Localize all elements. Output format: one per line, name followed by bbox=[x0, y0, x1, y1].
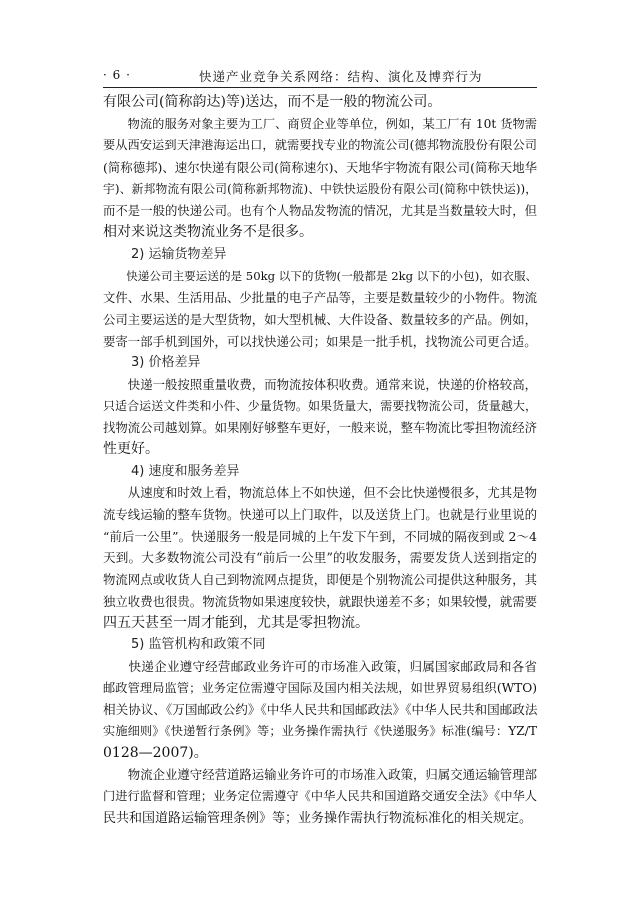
section-subheading: 3) 价格差异 bbox=[131, 355, 201, 371]
section-subheading: 4) 速度和服务差异 bbox=[131, 463, 240, 479]
text-line: 快递企业遵守经营邮政业务许可的市场准入政策，归属国家邮政局和各省 bbox=[103, 658, 537, 674]
running-title: 快递产业竞争关系网络：结构、演化及博弈行为 bbox=[199, 69, 483, 84]
text-line: 要寄一部手机到国外，可以找快递公司；如果是一批手机，找物流公司更合适。 bbox=[103, 333, 537, 349]
text-line: 门进行监督和管理；业务定位需遵守《中华人民共和国道路交通安全法》《中华人 bbox=[103, 789, 537, 803]
text-line: 快递公司主要运送的是 50kg 以下的货物(一般都是 2kg 以下的小包)，如衣服、 bbox=[103, 268, 538, 283]
text-line: 实施细则》《快递暂行条例》等；业务操作需执行《快递服务》标准(编号：YZ/T bbox=[103, 723, 537, 738]
section-subheading: 5) 监管机构和政策不同 bbox=[131, 637, 266, 653]
text-line: 文件、水果、生活用品、少批量的电子产品等，主要是数量较少的小物件。物流 bbox=[103, 290, 537, 306]
text-line: 要从西安运到天津港海运出口，就需要找专业的物流公司(德邦物流股份有限公司 bbox=[103, 138, 537, 153]
text-line: 流专线运输的整车货物。快递可以上门取件，以及送货上门。也就是行业里说的 bbox=[103, 507, 537, 523]
text-line: “前后一公里”。快递服务一般是同城的上午发下午到，不同城的隔夜到或 2～4 bbox=[103, 528, 537, 544]
text-line: 邮政管理局监管；业务定位需遵守国际及国内相关法规，如世界贸易组织(WTO) bbox=[103, 680, 537, 695]
text-line: 有限公司(简称韵达)等)送达，而不是一般的物流公司。 bbox=[103, 94, 442, 110]
text-line: 天到。大多数物流公司没有“前后一公里”的收发服务，需要发货人送到指定的 bbox=[103, 550, 537, 566]
body-text bbox=[103, 92, 537, 829]
section-subheading: 2) 运输货物差异 bbox=[131, 246, 227, 262]
text-line: 独立收费也很贵。物流货物如果速度较快，就跟快递差不多；如果较慢，就需要 bbox=[103, 593, 537, 609]
text-line: 相对来说这类物流业务不是很多。 bbox=[103, 224, 313, 241]
text-line: 只适合运送文件类和小件、少量货物。如果货量大，需要找物流公司，货量越大， bbox=[103, 398, 537, 413]
text-line: 物流企业遵守经营道路运输业务许可的市场准入政策，归属交通运输管理部 bbox=[103, 767, 537, 783]
running-header bbox=[103, 67, 537, 88]
text-line: 快递一般按照重量收费，而物流按体积收费。通常来说，快递的价格较高， bbox=[103, 376, 537, 392]
text-line: 公司主要运送的是大型货物，如大型机械、大件设备、数量较多的产品。例如， bbox=[103, 311, 537, 327]
text-line: 从速度和时效上看，物流总体上不如快递，但不会比快递慢很多，尤其是物 bbox=[103, 485, 537, 501]
text-line: 找物流公司越划算。如果刚好够整车更好，一般来说，整车物流比零担物流经济 bbox=[103, 420, 537, 436]
text-line: 物流网点或收货人自己到物流网点提货，即便是个别物流公司提供这种服务，其 bbox=[103, 572, 537, 588]
text-line: 物流的服务对象主要为工厂、商贸企业等单位，例如，某工厂有 10t 货物需 bbox=[103, 116, 537, 131]
text-line: (简称德邦)、速尔快递有限公司(简称速尔)、天地华宇物流有限公司(简称天地华 bbox=[103, 160, 537, 176]
text-line: 0128—2007)。 bbox=[103, 744, 208, 761]
page-number: · 6 · bbox=[103, 68, 131, 82]
text-line: 宇)、新邦物流有限公司(简称新邦物流)、中铁快运股份有限公司(简称中铁快运))， bbox=[103, 181, 537, 196]
text-line: 而不是一般的快递公司。也有个人物品发物流的情况，尤其是当数量较大时，但 bbox=[103, 203, 537, 219]
text-line: 相关协议、《万国邮政公约》《中华人民共和国邮政法》《中华人民共和国邮政法 bbox=[103, 702, 538, 718]
text-line: 四五天甚至一周才能到，尤其是零担物流。 bbox=[103, 614, 369, 631]
text-line: 民共和国道路运输管理条例》等；业务操作需执行物流标准化的相关规定。 bbox=[103, 810, 533, 826]
text-line: 性更好。 bbox=[103, 441, 159, 457]
